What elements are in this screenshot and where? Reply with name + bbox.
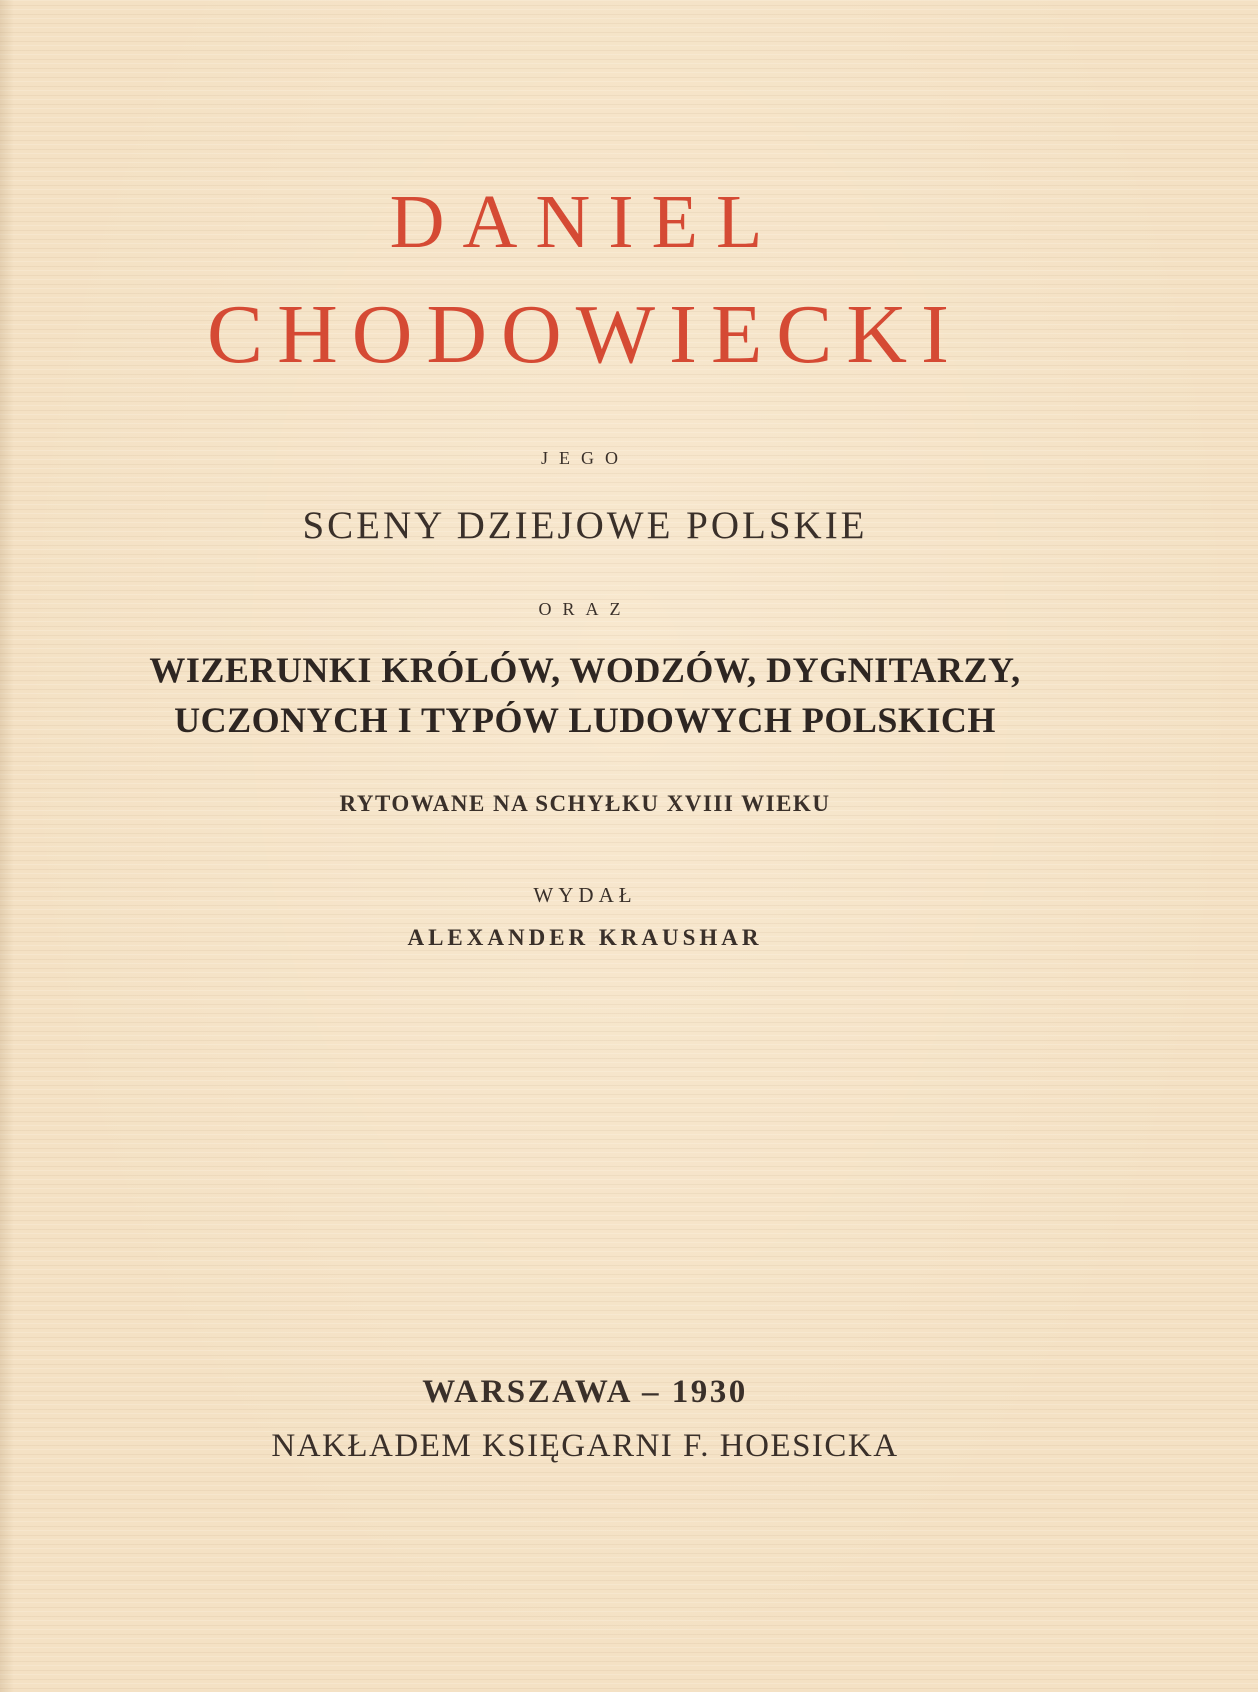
- subtitle: SCENY DZIEJOWE POLSKIE: [302, 504, 868, 547]
- editor-name: ALEXANDER KRAUSHAR: [407, 925, 763, 950]
- description-line-2: UCZONYCH I TYPÓW LUDOWYCH POLSKICH: [174, 700, 996, 740]
- editor-label: WYDAŁ: [533, 883, 637, 907]
- imprint-publisher: NAKŁADEM KSIĘGARNI F. HOESICKA: [271, 1428, 899, 1464]
- engraving-note: RYTOWANE NA SCHYŁKU XVIII WIEKU: [339, 791, 831, 816]
- description-line-1: WIZERUNKI KRÓLÓW, WODZÓW, DYGNITARZY,: [149, 650, 1021, 690]
- title-line-daniel: DANIEL: [389, 180, 781, 264]
- connector-jego: JEGO: [541, 448, 629, 468]
- imprint-place-year: WARSZAWA – 1930: [422, 1374, 748, 1410]
- connector-oraz: ORAZ: [538, 599, 632, 619]
- title-line-chodowiecki: CHODOWIECKI: [207, 288, 963, 381]
